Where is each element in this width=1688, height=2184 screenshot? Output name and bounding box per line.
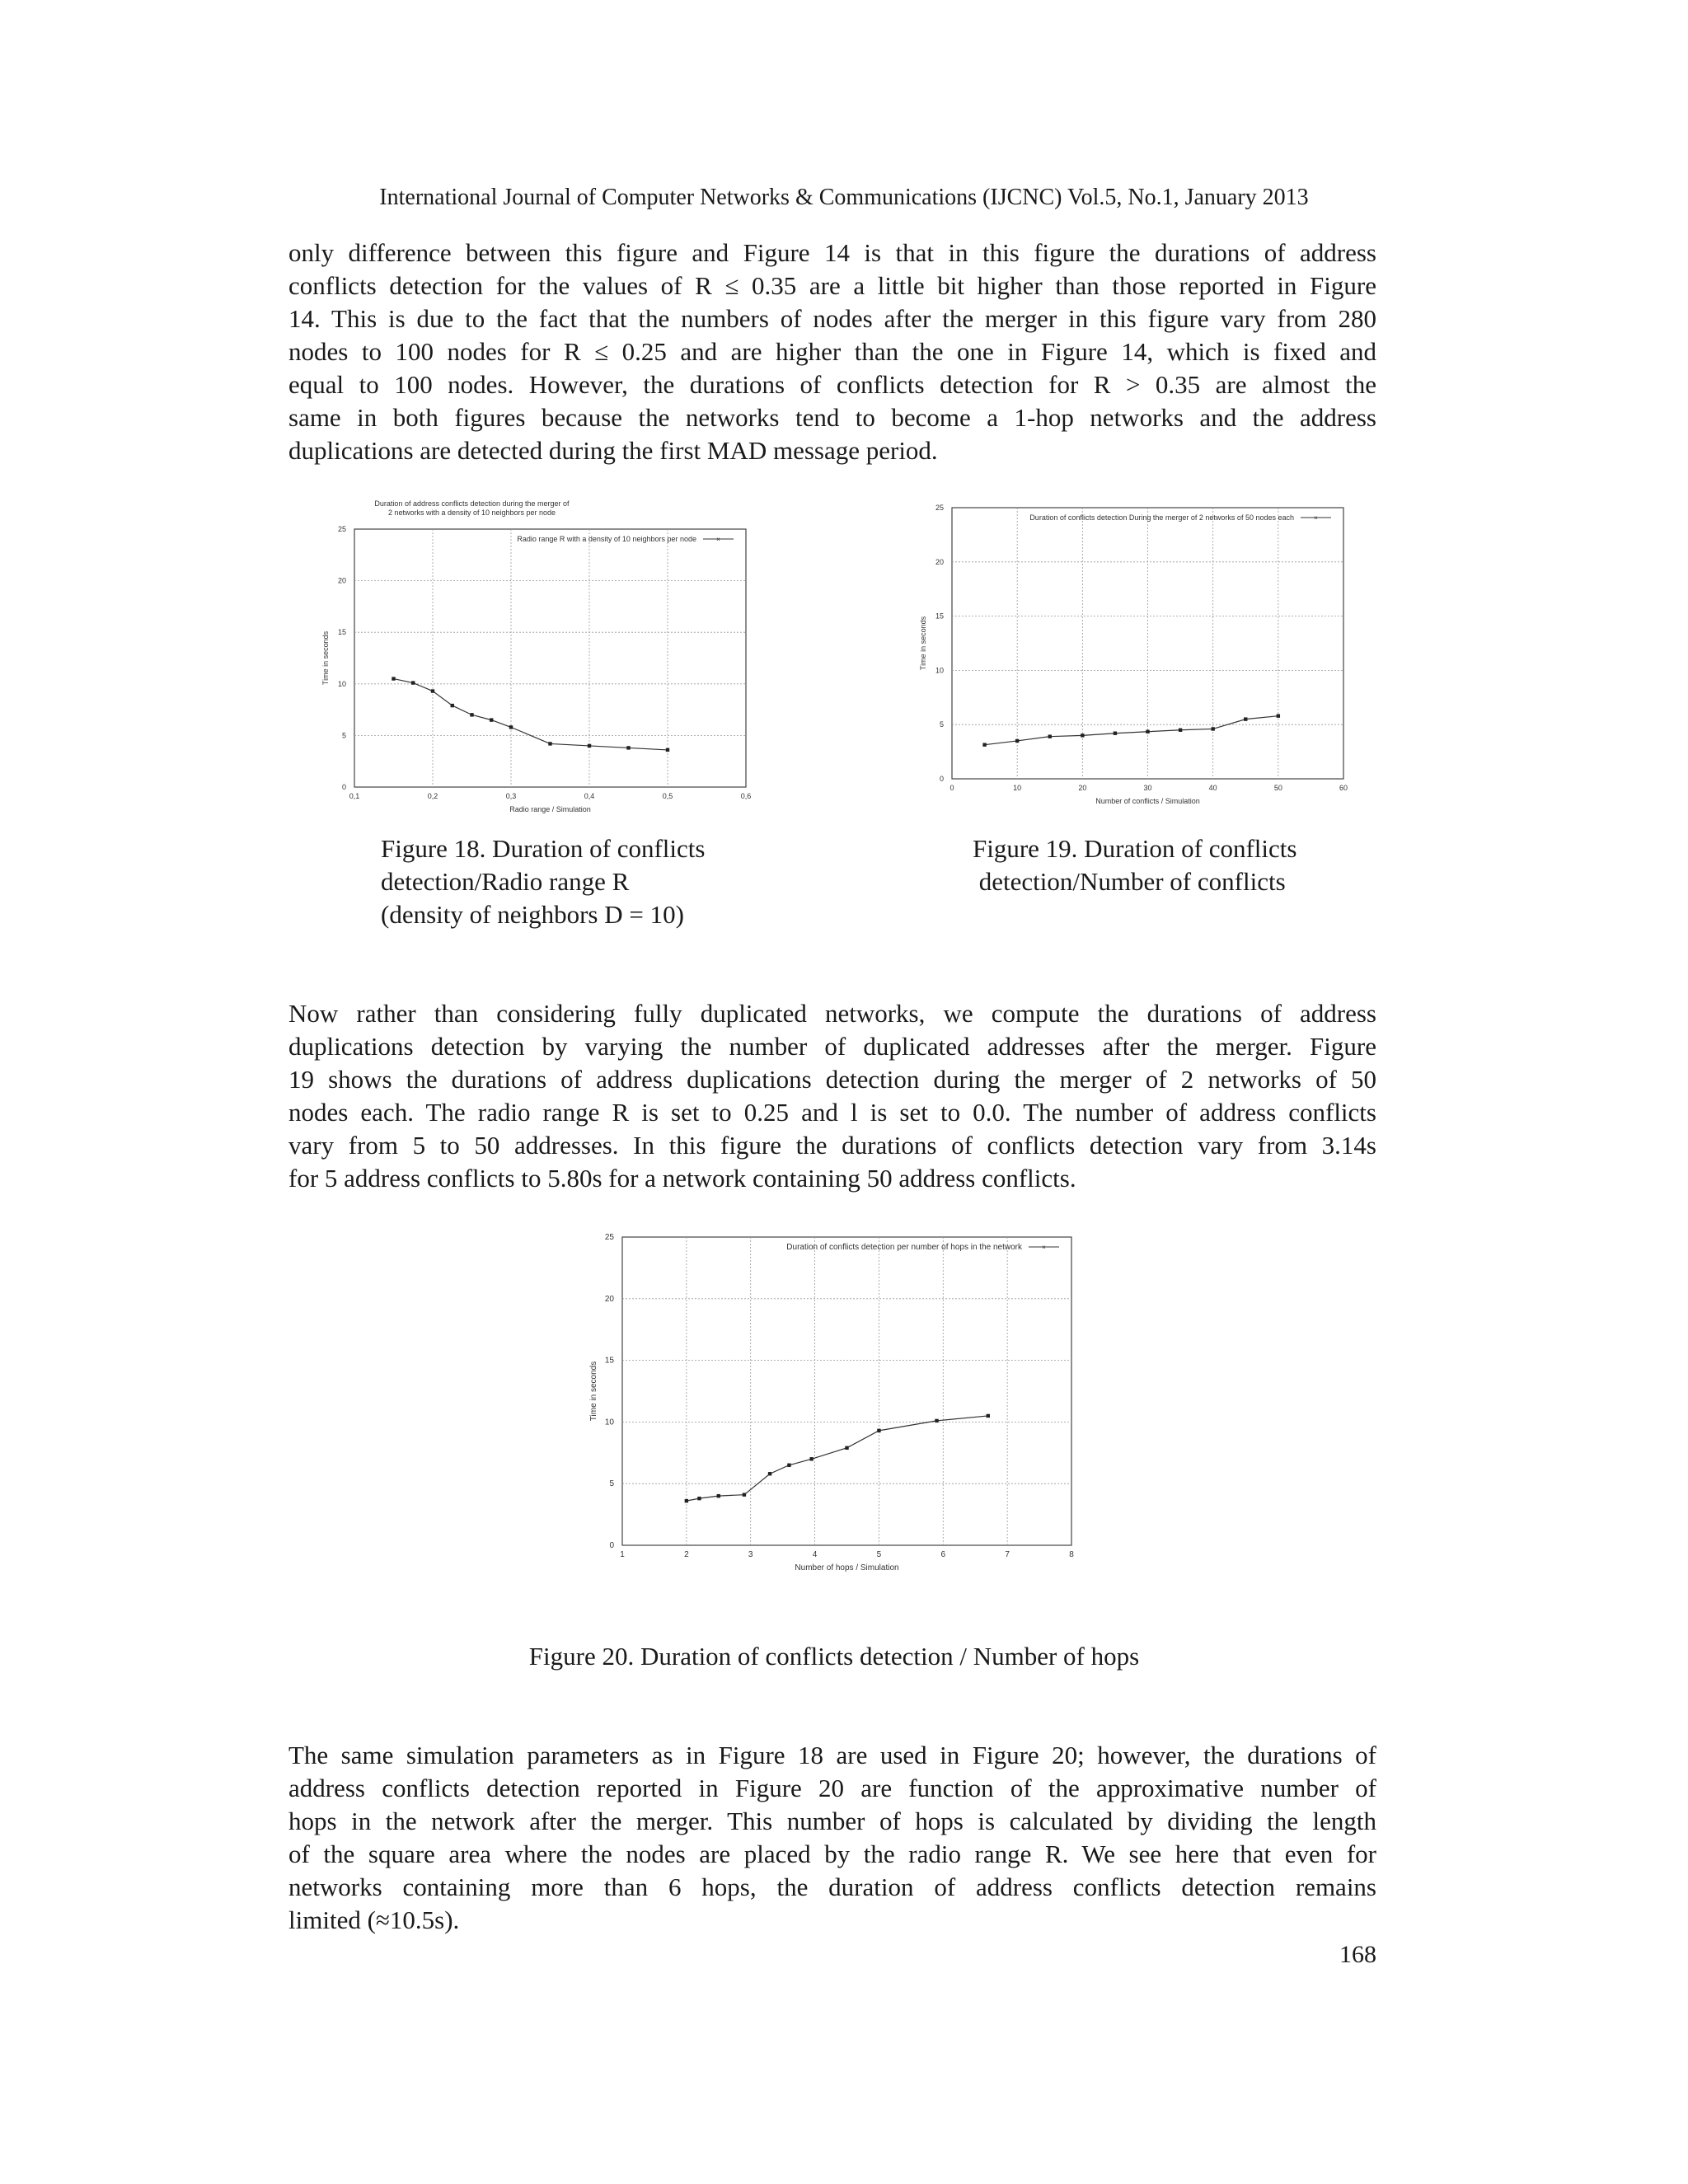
data-point (1081, 733, 1084, 737)
data-point (451, 704, 454, 707)
y-axis-label: Time in seconds (321, 630, 330, 686)
chart-body (919, 504, 1348, 805)
data-point (877, 1429, 880, 1432)
data-point (787, 1464, 790, 1467)
y-tick-label: 25 (604, 1233, 614, 1242)
text-line: vary from 5 to 50 addresses. In this figure the durations of conflicts detection vary from 3.14s (288, 1131, 1376, 1160)
caption-line: Figure 19. Duration of conflicts (973, 834, 1297, 863)
text-line: nodes to 100 nodes for R ≤ 0.25 and are higher than the one in Figure 14, which is fixed and (288, 337, 1376, 366)
y-tick-label: 20 (604, 1294, 614, 1304)
y-tick-label: 10 (337, 679, 346, 688)
paragraph-3 (288, 1739, 1376, 1937)
x-tick-label: 5 (876, 1550, 882, 1559)
y-tick-label: 25 (935, 504, 944, 512)
text-line: duplications detection by varying the number of duplicated addresses after the merger. Figure (288, 1032, 1376, 1061)
chart-title: 2 networks with a density of 10 neighbors per node (387, 509, 556, 517)
data-point (1114, 732, 1117, 735)
chart-body (589, 1233, 1074, 1572)
y-tick-label: 0 (939, 775, 944, 783)
x-tick-label: 50 (1273, 784, 1282, 792)
data-point (1015, 739, 1019, 743)
data-point (982, 743, 986, 746)
data-point (935, 1419, 938, 1422)
y-tick-label: 5 (341, 731, 346, 740)
data-point (411, 681, 415, 684)
text-line: of the square area where the nodes are placed by the radio range R. We see here that even for (288, 1840, 1376, 1868)
figure-20-caption: Figure 20. Duration of conflicts detection / Number of hops (528, 1642, 1140, 1671)
legend-label: Radio range R with a density of 10 neighbors per node (517, 535, 696, 543)
data-point (743, 1493, 746, 1496)
data-point (509, 725, 513, 729)
data-point (1277, 714, 1280, 717)
y-tick-label: 20 (935, 557, 944, 566)
paragraph-1 (288, 237, 1376, 467)
data-point (987, 1414, 990, 1418)
data-point (1211, 727, 1214, 730)
data-point (697, 1497, 701, 1500)
data-point (1244, 717, 1247, 720)
data-point (626, 746, 630, 749)
x-tick-label: 8 (1069, 1550, 1074, 1559)
y-tick-label: 10 (935, 666, 944, 675)
plot-frame (622, 1237, 1071, 1545)
y-tick-label: 15 (604, 1356, 614, 1366)
caption-line: detection/Number of conflicts (973, 867, 1286, 896)
text-line: only difference between this figure and Figure 14 is that in this figure the durations of address (288, 238, 1376, 267)
x-tick-label: 7 (1005, 1550, 1010, 1559)
page-number: 168 (1339, 1941, 1376, 1968)
text-line: networks containing more than 6 hops, the duration of address conflicts detection remains (288, 1872, 1376, 1901)
caption-line: detection/Radio range R (381, 867, 630, 896)
data-point (392, 677, 395, 680)
x-tick-label: 0,4 (584, 792, 595, 800)
journal-header: International Journal of Computer Networks & Communications (IJCNC) Vol.5, No.1, January 2013 (379, 185, 1309, 210)
legend-marker: × (716, 536, 720, 543)
data-point (845, 1446, 848, 1450)
x-axis-label: Radio range / Simulation (509, 805, 591, 813)
data-point (490, 718, 493, 721)
figure-18-chart (313, 494, 775, 816)
data-point (588, 744, 591, 748)
data-point (1146, 730, 1149, 733)
data-point (717, 1494, 720, 1497)
y-tick-label: 0 (341, 783, 346, 791)
x-tick-label: 60 (1339, 784, 1348, 792)
data-point (768, 1472, 771, 1475)
legend-marker: × (1042, 1244, 1046, 1251)
text-line: equal to 100 nodes. However, the durations of conflicts detection for R > 0.35 are almost the (288, 370, 1376, 399)
chart-title: Duration of address conflicts detection during the merger of (374, 499, 570, 508)
text-line: hops in the network after the merger. This number of hops is calculated by dividing the length (288, 1807, 1376, 1835)
x-tick-label: 0,1 (349, 792, 360, 800)
x-tick-label: 0,6 (740, 792, 752, 800)
data-point (685, 1499, 688, 1502)
legend-label: Duration of conflicts detection per number of hops in the network (786, 1243, 1022, 1252)
figure-20-chart (581, 1224, 1092, 1586)
y-tick-label: 10 (604, 1418, 614, 1427)
series-line (985, 716, 1278, 745)
data-point (470, 713, 473, 716)
figure-19-caption (973, 832, 1296, 898)
data-point (1048, 734, 1052, 738)
x-tick-label: 0,5 (662, 792, 673, 800)
x-tick-label: 2 (684, 1550, 689, 1559)
figure-18-caption (381, 832, 705, 931)
x-tick-label: 0 (950, 784, 954, 792)
data-point (809, 1457, 813, 1460)
x-tick-label: 6 (940, 1550, 946, 1559)
x-tick-label: 1 (620, 1550, 625, 1559)
x-axis-label: Number of hops / Simulation (795, 1563, 899, 1572)
x-tick-label: 0,2 (427, 792, 438, 800)
y-tick-label: 5 (939, 720, 944, 729)
text-line: Now rather than considering fully duplicated networks, we compute the durations of address (288, 999, 1376, 1028)
y-tick-label: 20 (337, 576, 346, 585)
text-line: 14. This is due to the fact that the numbers of nodes after the merger in this figure vary from 280 (288, 304, 1376, 333)
text-line: 19 shows the durations of address duplications detection during the merger of 2 networks of 50 (288, 1065, 1376, 1094)
text-line: The same simulation parameters as in Figure 18 are used in Figure 20; however, the durations of (288, 1741, 1376, 1769)
text-line: limited (≈10.5s). (288, 1905, 460, 1934)
figure-19-chart (911, 494, 1372, 816)
legend-label: Duration of conflicts detection During the merger of 2 networks of 50 nodes each (1029, 513, 1294, 522)
y-axis-label: Time in seconds (589, 1361, 598, 1422)
data-point (1179, 729, 1182, 732)
text-line: address conflicts detection reported in Figure 20 are function of the approximative number of (288, 1774, 1376, 1802)
x-tick-label: 0,3 (505, 792, 517, 800)
x-axis-label: Number of conflicts / Simulation (1095, 797, 1200, 805)
chart-body (321, 499, 751, 813)
y-tick-label: 25 (337, 525, 346, 533)
x-tick-label: 4 (812, 1550, 818, 1559)
text-line: nodes each. The radio range R is set to 0.25 and l is set to 0.0. The number of address conflicts (288, 1098, 1376, 1127)
series-line (394, 679, 668, 750)
plot-frame (354, 529, 746, 787)
data-point (666, 748, 669, 752)
text-line: duplications are detected during the first MAD message period. (288, 436, 938, 465)
y-tick-label: 5 (609, 1479, 614, 1489)
y-tick-label: 0 (609, 1541, 614, 1550)
legend-marker: × (1314, 514, 1318, 522)
caption-line: (density of neighbors D = 10) (381, 900, 684, 929)
text-line: for 5 address conflicts to 5.80s for a network containing 50 address conflicts. (288, 1164, 1076, 1193)
y-tick-label: 15 (935, 612, 944, 621)
x-tick-label: 30 (1143, 784, 1152, 792)
text-line: conflicts detection for the values of R ≤ 0.35 are a little bit higher than those reported in Figure (288, 271, 1376, 300)
x-tick-label: 20 (1078, 784, 1087, 792)
y-tick-label: 15 (337, 628, 346, 637)
x-tick-label: 40 (1208, 784, 1217, 792)
data-point (431, 689, 434, 692)
x-tick-label: 10 (1013, 784, 1022, 792)
y-axis-label: Time in seconds (919, 616, 927, 671)
text-line: same in both figures because the networks tend to become a 1-hop networks and the address (288, 403, 1376, 432)
paragraph-2 (288, 997, 1376, 1195)
caption-line: Figure 18. Duration of conflicts (381, 834, 706, 863)
x-tick-label: 3 (748, 1550, 753, 1559)
data-point (548, 742, 551, 745)
